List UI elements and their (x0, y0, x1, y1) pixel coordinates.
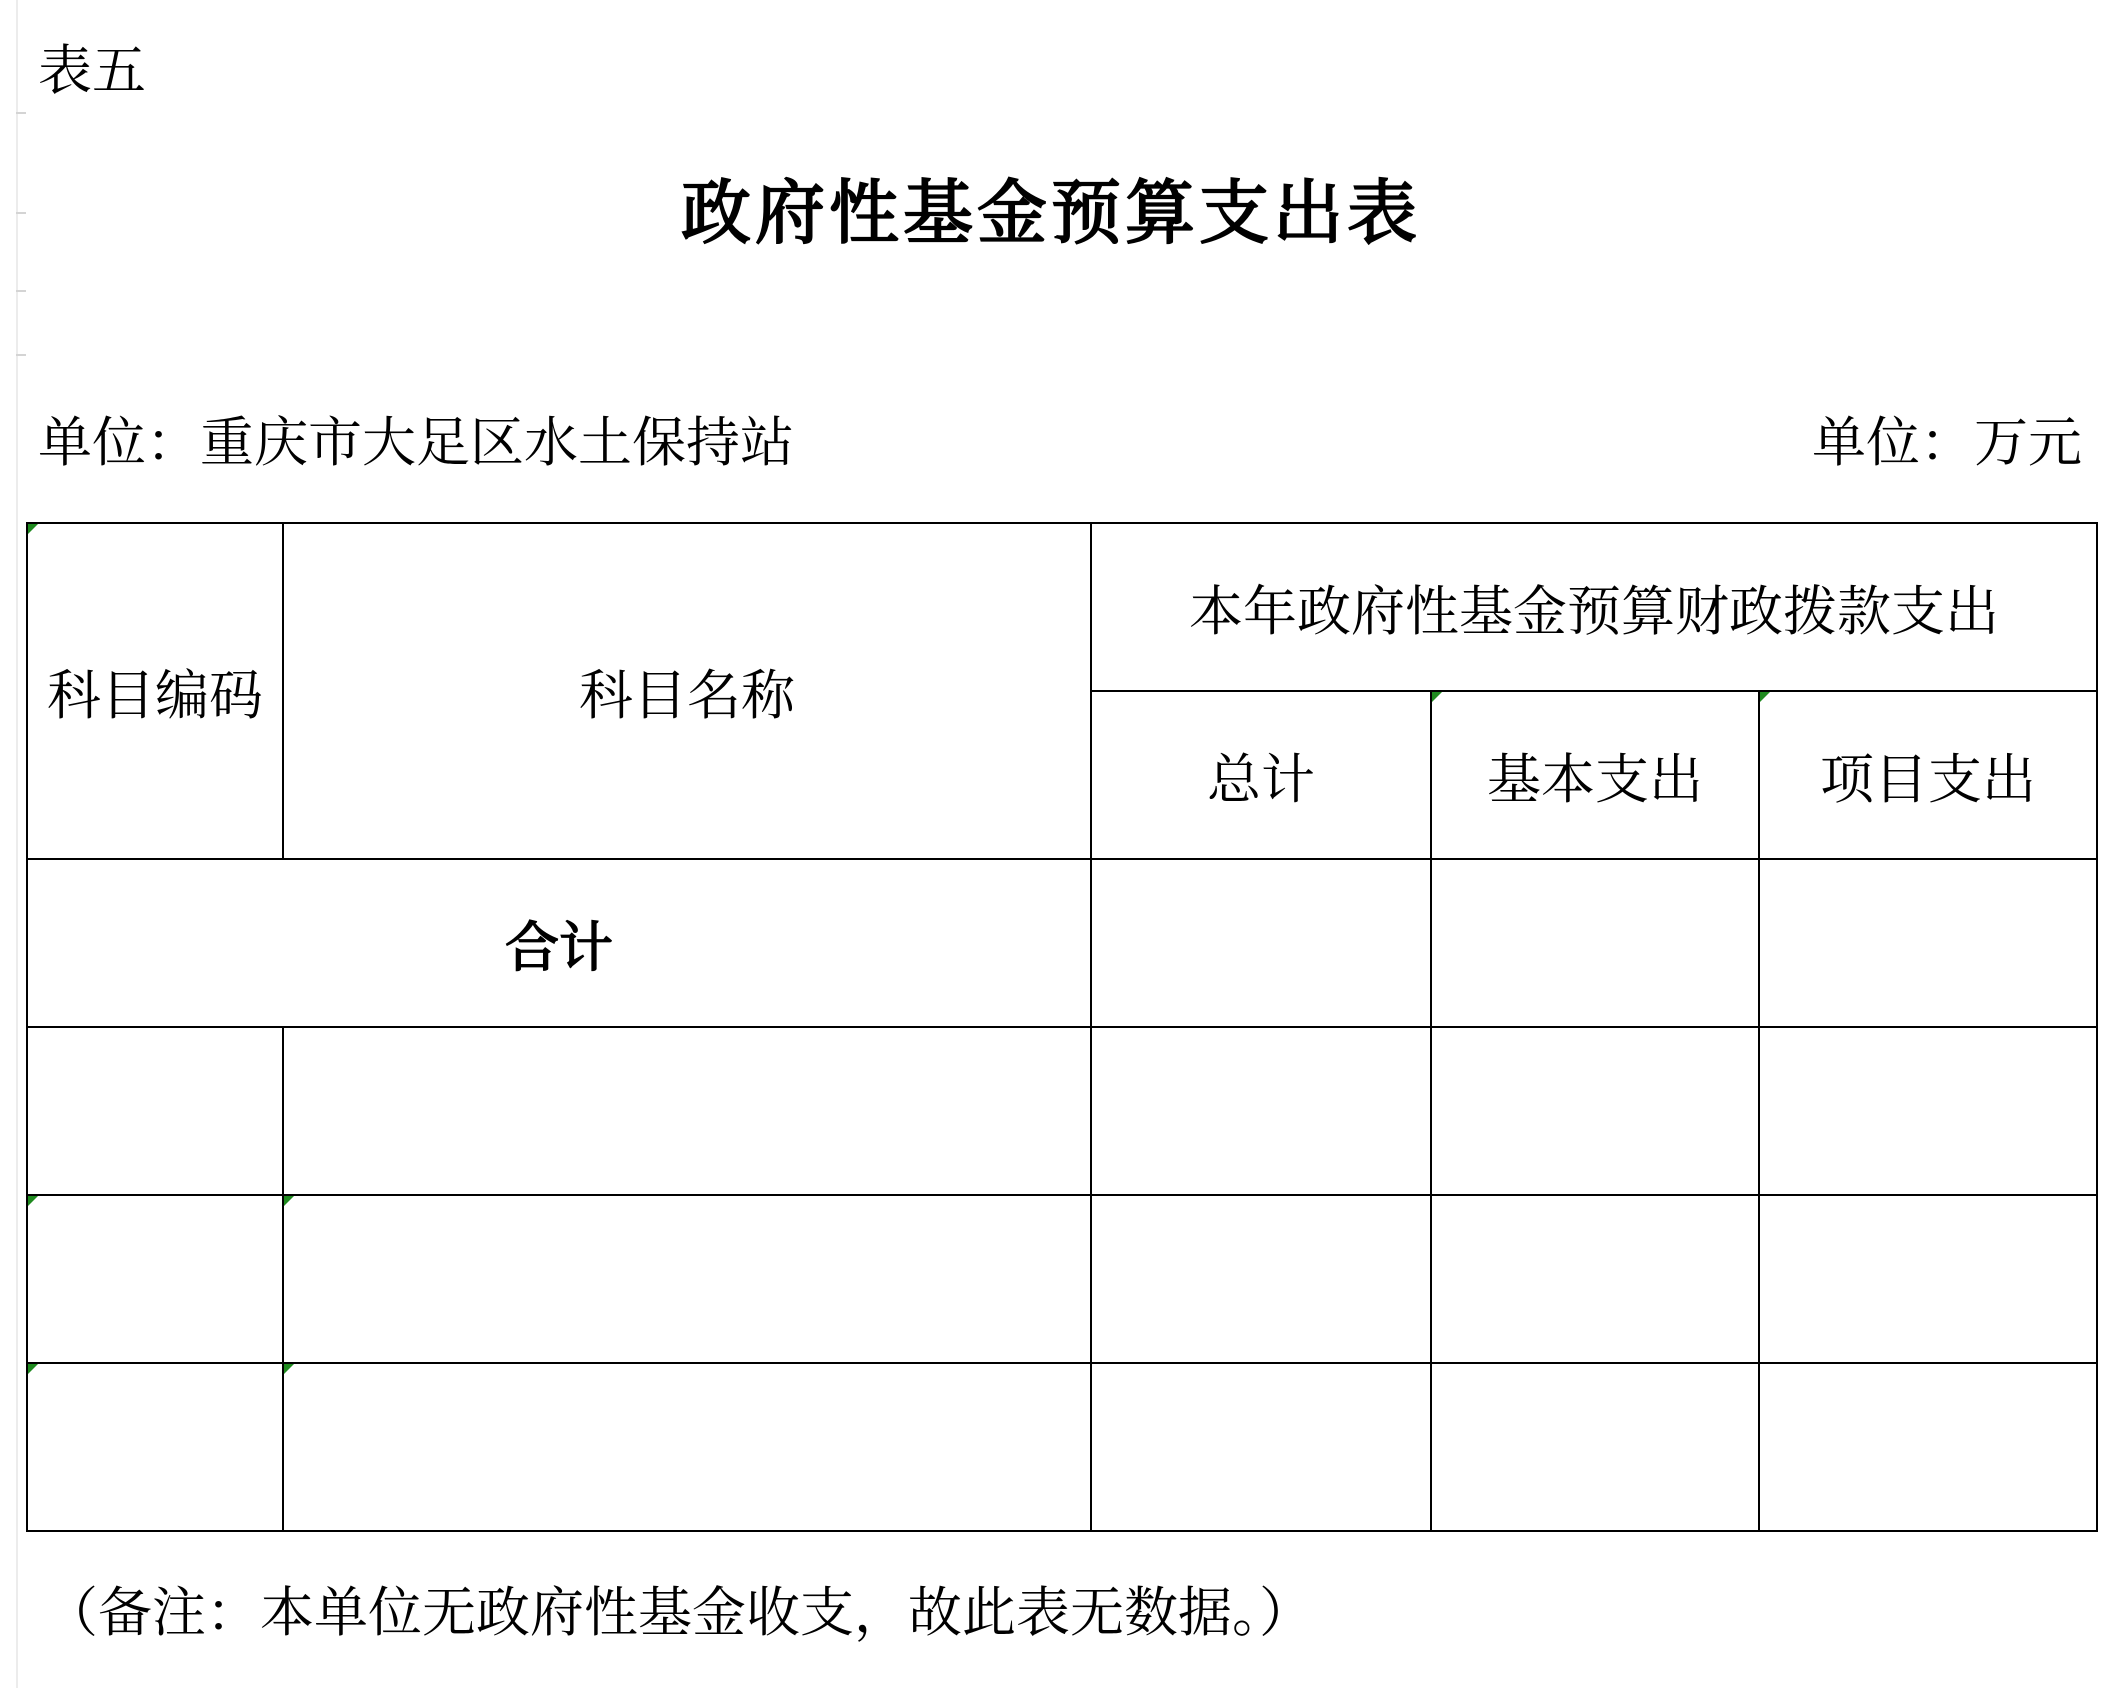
total-row (27, 859, 2097, 1027)
header-name: 科目名称 (579, 663, 795, 727)
header-basic: 基本支出 (1487, 747, 1703, 811)
cell-marker (28, 1196, 38, 1206)
footnote: （备注：本单位无政府性基金收支，故此表无数据。） (44, 1581, 1313, 1644)
header-project: 项目支出 (1820, 747, 2037, 811)
row-total-cell[interactable] (1091, 1195, 1431, 1363)
row-project-cell[interactable] (1759, 1195, 2097, 1363)
cell-marker (284, 1364, 294, 1374)
header-total-cell[interactable] (1091, 691, 1431, 859)
row-tick (16, 354, 26, 356)
header-project-cell[interactable] (1759, 691, 2097, 859)
header-group-cell[interactable] (1091, 523, 2097, 691)
row-name-cell[interactable] (283, 1195, 1091, 1363)
row-basic-cell[interactable] (1431, 1195, 1759, 1363)
row-project-cell[interactable] (1759, 1027, 2097, 1195)
total-label: 合计 (505, 914, 613, 979)
cell-marker (1432, 692, 1442, 702)
row-total-cell[interactable] (1091, 1363, 1431, 1531)
total-total-cell[interactable] (1091, 859, 1431, 1027)
table-row (27, 1363, 2097, 1531)
table-row (27, 1195, 2097, 1363)
cell-marker (284, 1196, 294, 1206)
row-basic-cell[interactable] (1431, 1027, 1759, 1195)
table-row (27, 1027, 2097, 1195)
total-label-cell[interactable] (27, 859, 1091, 1027)
header-group: 本年政府性基金预算财政拨款支出 (1189, 579, 2000, 643)
total-project-cell[interactable] (1759, 859, 2097, 1027)
header-basic-cell[interactable] (1431, 691, 1759, 859)
header-code: 科目编码 (47, 663, 263, 727)
total-basic-cell[interactable] (1431, 859, 1759, 1027)
header-code-cell[interactable] (27, 523, 283, 859)
row-tick (16, 112, 26, 114)
row-project-cell[interactable] (1759, 1363, 2097, 1531)
cell-marker (28, 524, 38, 534)
row-name-cell[interactable] (283, 1363, 1091, 1531)
row-name-cell[interactable] (283, 1027, 1091, 1195)
row-basic-cell[interactable] (1431, 1363, 1759, 1531)
row-total-cell[interactable] (1091, 1027, 1431, 1195)
row-tick (16, 290, 26, 292)
row-code-cell[interactable] (27, 1027, 283, 1195)
row-code-cell[interactable] (27, 1363, 283, 1531)
header-total: 总计 (1207, 747, 1315, 811)
table-tag: 表五 (38, 39, 146, 102)
budget-table (26, 522, 2098, 1532)
header-name-cell[interactable] (283, 523, 1091, 859)
page-title: 政府性基金预算支出表 (681, 171, 1421, 254)
cell-marker (28, 1364, 38, 1374)
cell-marker (1760, 692, 1770, 702)
row-code-cell[interactable] (27, 1195, 283, 1363)
unit-currency: 单位：万元 (1812, 411, 2082, 474)
unit-organization: 单位：重庆市大足区水土保持站 (38, 411, 794, 474)
